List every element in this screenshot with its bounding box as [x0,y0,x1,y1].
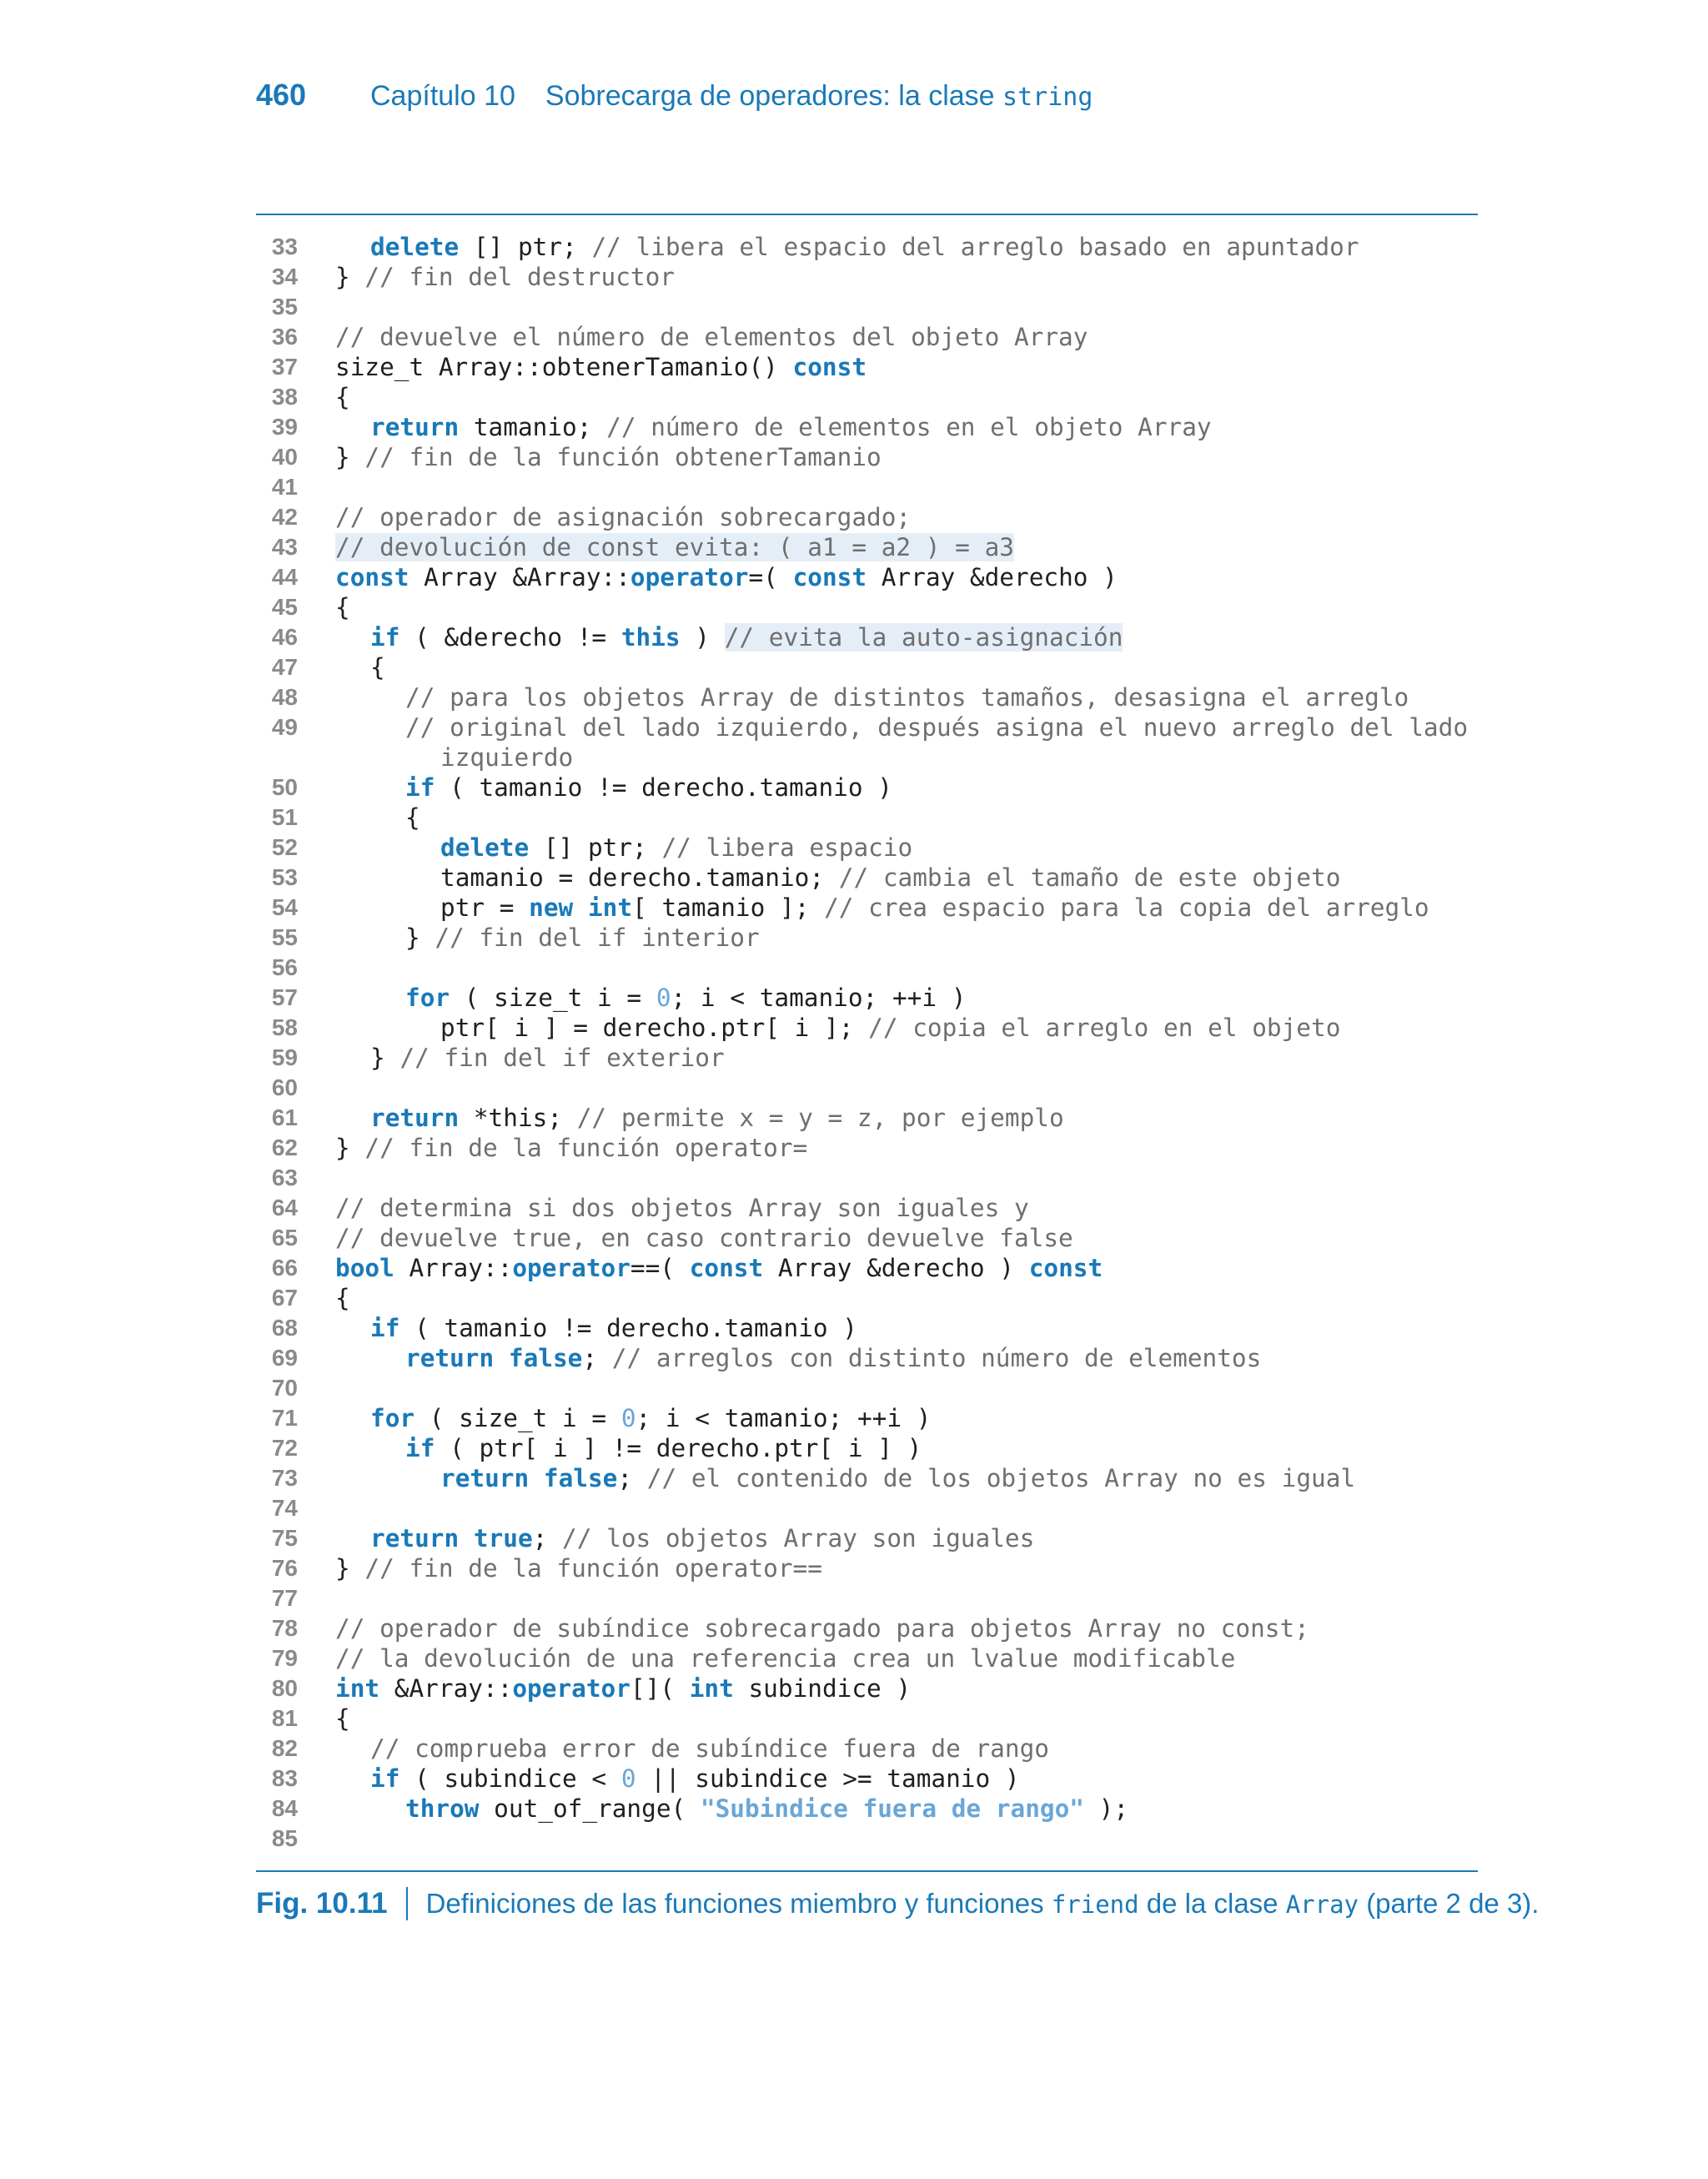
code-text [335,803,420,833]
caption-text-1: Definiciones de las funciones miembro y funciones [425,1888,1044,1919]
code-token: Array &derecho ) [763,1254,1029,1282]
line-number: 39 [271,414,298,440]
code-token: ; i < tamanio; ++i ) [671,984,967,1012]
code-line [256,1673,1478,1703]
code-token: ==( [630,1254,690,1282]
line-number: 37 [271,354,298,380]
code-token: "Subindice fuera de rango" [700,1794,1084,1823]
code-comment: // libera espacio [661,833,913,862]
bottom-rule [256,1870,1478,1872]
code-token [573,893,588,922]
code-text [335,622,1123,652]
code-token: =( [748,563,793,591]
code-token: &Array:: [379,1674,513,1703]
figure-caption [256,1887,1539,1920]
code-token: 0 [656,984,671,1012]
line-number: 85 [271,1825,298,1851]
code-token: []( [630,1674,690,1703]
code-line [256,352,1478,382]
code-token: { [335,1284,350,1312]
line-number: 57 [271,984,298,1010]
code-line [256,953,1478,983]
code-token: tamanio = derecho.tamanio; [440,863,839,892]
code-text [335,532,1014,562]
code-line [256,772,1478,803]
code-comment: // comprueba error de subíndice fuera de rango [370,1734,1049,1763]
code-token: } [335,263,365,291]
code-token: } [335,443,365,471]
code-comment: // la devolución de una referencia crea un lvalue modificable [335,1644,1236,1673]
code-text [335,1043,725,1073]
code-keyword: int [587,893,633,922]
code-token: ; [617,1464,647,1492]
caption-text-2: de la clase [1146,1888,1278,1919]
code-line [256,592,1478,622]
code-keyword: const [792,563,867,591]
code-text [335,833,912,863]
code-listing [256,232,1478,1854]
code-keyword: operator [512,1674,630,1703]
code-text [335,1613,1309,1643]
line-number: 77 [271,1585,298,1611]
code-text [335,1463,1355,1493]
code-token: ; i < tamanio; ++i ) [635,1404,932,1432]
line-number: 47 [271,654,298,680]
code-line [256,292,1478,322]
code-comment: // fin del destructor [364,263,675,291]
line-number: 43 [271,534,298,560]
line-number: 66 [271,1255,298,1281]
code-keyword: true [473,1524,533,1552]
code-keyword: int [689,1674,734,1703]
code-keyword: false [543,1464,618,1492]
code-keyword: delete [440,833,530,862]
code-keyword: delete [370,233,460,261]
code-token: { [335,383,350,411]
code-keyword: return [370,1524,460,1552]
code-token: ; [582,1344,612,1372]
code-line [256,232,1478,262]
line-number: 68 [271,1315,298,1341]
code-token: ); [1083,1794,1129,1823]
code-comment: // devuelve el número de elementos del objeto Array [335,323,1088,351]
code-comment: // operador de asignación sobrecargado; [335,503,912,531]
code-text [335,1703,350,1734]
code-line [256,893,1478,923]
code-keyword: if [370,1764,400,1793]
line-number: 33 [271,234,298,259]
code-text [335,502,911,532]
code-keyword: return [370,1104,460,1132]
code-text [335,232,1359,262]
code-comment: // permite x = y = z, por ejemplo [576,1104,1064,1132]
code-keyword: false [508,1344,583,1372]
code-text [335,1103,1064,1133]
code-keyword: const [689,1254,764,1282]
code-text [335,1523,1034,1553]
code-line [256,1794,1478,1824]
chapter-label: Capítulo 10 [370,80,515,112]
code-token: Array:: [394,1254,513,1282]
code-line [256,1043,1478,1073]
code-keyword: new [529,893,574,922]
line-number: 80 [271,1675,298,1701]
code-text [335,1283,350,1313]
code-text [335,1403,931,1433]
code-token [494,1344,509,1372]
code-line [256,742,1478,772]
code-token: Array &derecho ) [867,563,1118,591]
code-line [256,1764,1478,1794]
code-comment: // evita la auto-asignación [724,623,1123,652]
code-text [335,382,350,412]
code-line [256,1013,1478,1043]
code-comment: // cambia el tamaño de este objeto [838,863,1341,892]
code-token: [] ptr; [529,833,662,862]
code-comment: // fin de la función obtenerTamanio [364,443,882,471]
code-line [256,622,1478,652]
code-line [256,322,1478,352]
code-token: { [370,653,385,682]
code-token: || subindice >= tamanio ) [635,1764,1020,1793]
code-line [256,1703,1478,1734]
line-number: 54 [271,894,298,920]
code-line [256,863,1478,893]
line-number: 72 [271,1435,298,1461]
line-number: 64 [271,1195,298,1220]
code-token: tamanio; [459,413,607,441]
line-number: 74 [271,1495,298,1521]
code-line [256,472,1478,502]
code-text [335,923,760,953]
code-token: 0 [620,1764,636,1793]
code-line [256,382,1478,412]
code-keyword: return [370,413,460,441]
code-keyword: if [405,1434,435,1462]
code-comment: // el contenido de los objetos Array no es igual [646,1464,1356,1492]
line-number: 83 [271,1765,298,1791]
code-token: [] ptr; [459,233,592,261]
code-comment: // para los objetos Array de distintos tamaños, desasigna el arreglo [405,683,1409,712]
code-text [335,1643,1235,1673]
line-number: 40 [271,444,298,470]
code-comment: // libera el espacio del arreglo basado en apuntador [591,233,1359,261]
chapter-title-code: string [1002,83,1093,112]
caption-code-1: friend [1051,1890,1139,1919]
code-text [335,322,1088,352]
code-comment: // fin del if interior [435,923,760,952]
code-text [335,1313,857,1343]
code-comment: // fin de la función operator= [364,1134,808,1162]
line-number: 84 [271,1795,298,1821]
code-token: Array &Array:: [409,563,630,591]
code-text [335,983,966,1013]
code-line [256,923,1478,953]
code-line [256,532,1478,562]
code-line [256,412,1478,442]
code-keyword: if [405,773,435,802]
code-token: } [335,1134,365,1162]
line-number: 34 [271,264,298,289]
code-comment: // original del lado izquierdo, después asigna el nuevo arreglo del lado [405,713,1469,742]
code-token: [ tamanio ]; [632,893,825,922]
code-text [335,592,350,622]
code-line [256,1373,1478,1403]
code-comment: // fin del if exterior [399,1044,725,1072]
code-text [335,1133,807,1163]
line-number: 61 [271,1105,298,1130]
line-number [256,742,298,772]
line-number: 78 [271,1615,298,1641]
code-keyword: for [370,1404,415,1432]
line-number: 71 [271,1405,298,1431]
code-text [335,772,892,803]
line-number: 79 [271,1645,298,1671]
code-text [335,742,573,772]
code-line [256,1283,1478,1313]
line-number: 50 [271,774,298,800]
code-token: ptr[ i ] = derecho.ptr[ i ]; [440,1014,869,1042]
code-line [256,682,1478,712]
code-line [256,1643,1478,1673]
code-token: ) [680,623,725,652]
line-number: 46 [271,624,298,650]
code-text [335,1764,1020,1794]
code-line [256,502,1478,532]
code-keyword: const [1028,1254,1103,1282]
code-line [256,1343,1478,1373]
line-number: 60 [271,1074,298,1100]
chapter-title: Sobrecarga de operadores: la clase [545,80,995,112]
code-token: ( size_t i = [450,984,656,1012]
line-number: 59 [271,1044,298,1070]
code-line [256,1193,1478,1223]
code-keyword: if [370,623,400,652]
code-token: ( ptr[ i ] != derecho.ptr[ i ] ) [435,1434,922,1462]
code-comment: // crea espacio para la copia del arreglo [824,893,1429,922]
line-number: 67 [271,1285,298,1311]
code-line [256,262,1478,292]
code-keyword: for [405,984,450,1012]
code-line [256,803,1478,833]
page-number: 460 [256,78,307,112]
code-line [256,1103,1478,1133]
code-text [335,863,1340,893]
code-token: size_t Array::obtenerTamanio() [335,353,793,381]
code-text [335,682,1409,712]
code-keyword: bool [335,1254,394,1282]
figure-label: Fig. 10.11 [256,1887,388,1920]
code-text [335,1734,1049,1764]
code-text [335,1553,822,1583]
code-token: { [335,1704,350,1733]
code-token: } [405,923,435,952]
code-text [335,712,1468,742]
code-line [256,1463,1478,1493]
code-line [256,1073,1478,1103]
code-text [335,1673,911,1703]
code-token: } [370,1044,400,1072]
top-rule [256,214,1478,215]
code-text [335,1253,1103,1283]
line-number: 63 [271,1165,298,1190]
line-number: 70 [271,1375,298,1401]
code-text [335,442,882,472]
caption-code-2: Array [1285,1890,1359,1919]
line-number: 48 [271,684,298,710]
code-line [256,1133,1478,1163]
code-text [335,1433,922,1463]
code-line [256,442,1478,472]
line-number: 76 [271,1555,298,1581]
line-number: 42 [271,504,298,530]
code-token: ( subindice < [399,1764,621,1793]
code-token: } [335,1554,365,1583]
code-line [256,1734,1478,1764]
code-token: subindice ) [733,1674,912,1703]
line-number: 52 [271,834,298,860]
line-number: 51 [271,804,298,830]
line-number: 35 [271,294,298,320]
code-comment: // número de elementos en el objeto Array [606,413,1212,441]
line-number: 82 [271,1735,298,1761]
code-token: *this; [459,1104,577,1132]
line-number: 62 [271,1135,298,1160]
code-line [256,983,1478,1013]
code-token: ( size_t i = [414,1404,621,1432]
code-line [256,1824,1478,1854]
line-number: 58 [271,1014,298,1040]
code-token: ( &derecho != [399,623,621,652]
code-keyword: if [370,1314,400,1342]
line-number: 49 [271,714,298,740]
code-keyword: throw [405,1794,480,1823]
code-line [256,1583,1478,1613]
line-number: 36 [271,324,298,350]
code-text [335,893,1429,923]
page-header [256,78,1093,113]
caption-text-3: (parte 2 de 3). [1366,1888,1540,1919]
code-text [335,1223,1073,1253]
line-number: 55 [271,924,298,950]
code-token: { [335,593,350,621]
code-comment: // devuelve true, en caso contrario devuelve false [335,1224,1073,1252]
code-line [256,1223,1478,1253]
code-line [256,1613,1478,1643]
line-number: 69 [271,1345,298,1371]
code-line [256,1313,1478,1343]
code-line [256,833,1478,863]
code-text [335,352,867,382]
code-comment: // copia el arreglo en el objeto [868,1014,1341,1042]
code-token: ( tamanio != derecho.tamanio ) [435,773,892,802]
code-line [256,562,1478,592]
code-text [335,262,675,292]
code-line [256,652,1478,682]
code-comment: // los objetos Array son iguales [562,1524,1035,1552]
code-line [256,1493,1478,1523]
line-number: 75 [271,1525,298,1551]
code-comment: // devolución de const evita: ( a1 = a2 ) = a3 [335,533,1014,561]
caption-separator [406,1887,408,1920]
line-number: 56 [271,954,298,980]
line-number: 44 [271,564,298,590]
line-number: 81 [271,1705,298,1731]
code-comment: // determina si dos objetos Array son iguales y [335,1194,1029,1222]
line-number: 53 [271,864,298,890]
code-line [256,712,1478,742]
code-text [335,1343,1261,1373]
code-comment: // fin de la función operator== [364,1554,822,1583]
code-token: out_of_range( [479,1794,701,1823]
code-keyword: const [335,563,409,591]
code-line [256,1253,1478,1283]
code-keyword: operator [512,1254,630,1282]
code-line [256,1523,1478,1553]
code-text [335,1013,1340,1043]
code-token: ptr = [440,893,530,922]
code-text [335,1794,1128,1824]
code-text [335,562,1118,592]
code-text [335,412,1212,442]
code-keyword: operator [630,563,749,591]
code-keyword: this [620,623,681,652]
line-number: 38 [271,384,298,410]
code-keyword: return [440,1464,530,1492]
line-number: 45 [271,594,298,620]
line-number: 65 [271,1225,298,1251]
code-token: ; [532,1524,563,1552]
line-number: 41 [271,474,298,500]
code-comment: // operador de subíndice sobrecargado para objetos Array no const; [335,1614,1309,1643]
code-token [529,1464,544,1492]
code-keyword: int [335,1674,380,1703]
code-keyword: const [792,353,867,381]
code-line [256,1163,1478,1193]
code-token: 0 [620,1404,636,1432]
code-line [256,1403,1478,1433]
code-comment: // arreglos con distinto número de elementos [611,1344,1262,1372]
code-text [335,652,385,682]
code-token: ( tamanio != derecho.tamanio ) [399,1314,857,1342]
code-token: { [405,803,420,832]
code-token [459,1524,474,1552]
code-comment: izquierdo [440,743,574,772]
code-text [335,1193,1029,1223]
code-line [256,1553,1478,1583]
code-line [256,1433,1478,1463]
line-number: 73 [271,1465,298,1491]
code-keyword: return [405,1344,495,1372]
